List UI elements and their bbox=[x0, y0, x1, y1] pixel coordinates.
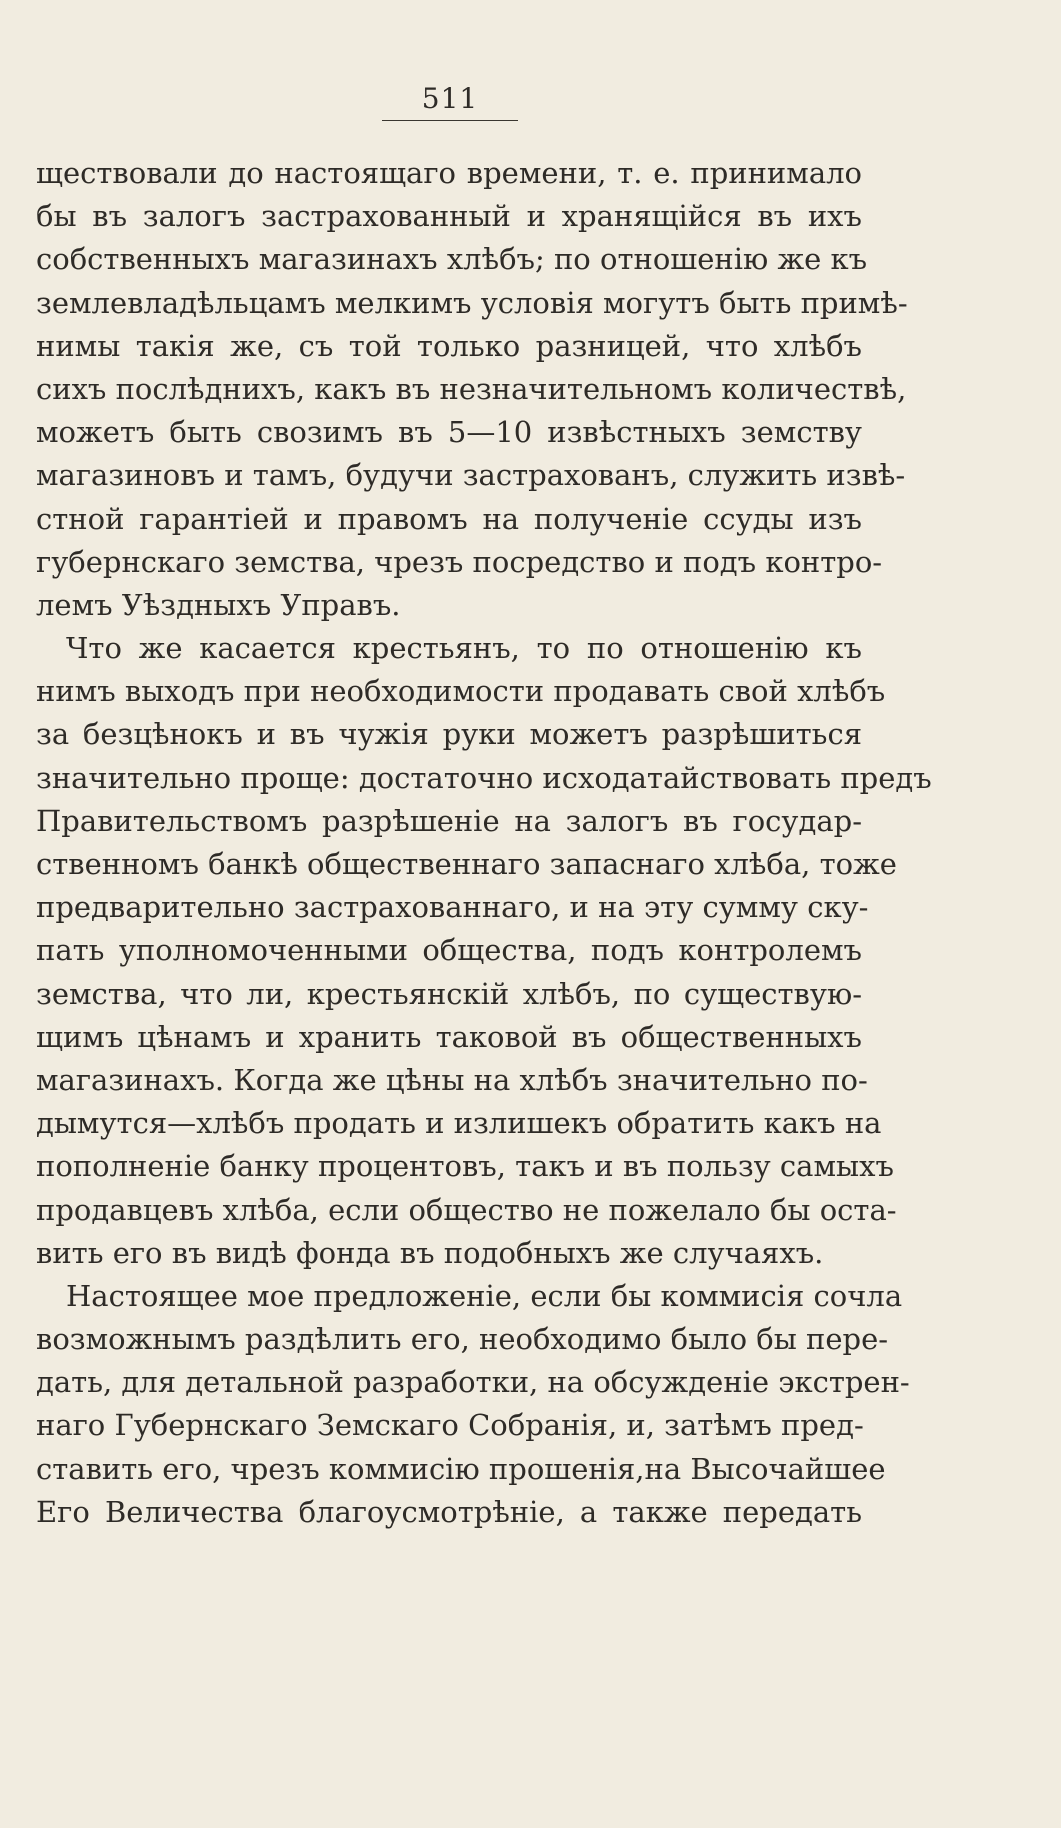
text-line: Настоящее мое предложенiе, если бы коммисiя сочла bbox=[66, 1278, 903, 1313]
text-line: собственныхъ магазинахъ хлѣбъ; по отношенiю же къ bbox=[36, 242, 868, 277]
text-line: землевладѣльцамъ мелкимъ условiя могутъ быть примѣ- bbox=[36, 285, 908, 320]
text-line: ставить его, чрезъ коммисiю прошенiя,на Высочайшее bbox=[36, 1451, 886, 1486]
text-line: сихъ послѣднихъ, какъ въ незначительномъ количествѣ, bbox=[36, 371, 907, 406]
text-line: продавцевъ хлѣба, если общество не пожелало бы оста- bbox=[36, 1192, 897, 1227]
page-number: 511 bbox=[421, 82, 479, 115]
text-line: предварительно застрахованнаго, и на эту сумму ску- bbox=[36, 890, 869, 925]
text-line: земства, что ли, крестьянскiй хлѣбъ, по существую- bbox=[36, 976, 862, 1011]
text-line: ственномъ банкѣ общественнаго запаснаго хлѣба, тоже bbox=[36, 847, 897, 881]
text-line: можетъ быть свозимъ въ 5—10 извѣстныхъ земству bbox=[36, 415, 862, 450]
text-line: Что же касается крестьянъ, то по отношенiю къ bbox=[66, 631, 862, 666]
paragraph-3 bbox=[36, 1275, 910, 1534]
text-line: нимы такiя же, съ той только разницей, что хлѣбъ bbox=[36, 328, 862, 363]
text-line: Его Величества благоусмотрѣнiе, а также передать bbox=[36, 1494, 862, 1529]
text-line: бы въ залогъ застрахованный и хранящiйся въ ихъ bbox=[36, 199, 862, 234]
paragraph-1 bbox=[36, 152, 908, 627]
text-line: нимъ выходъ при необходимости продавать свой хлѣбъ bbox=[36, 674, 886, 709]
text-line: дымутся—хлѣбъ продать и излишекъ обратить какъ на bbox=[36, 1106, 882, 1141]
text-line: магазиновъ и тамъ, будучи застрахованъ, служить извѣ- bbox=[36, 458, 906, 493]
text-line: вить его въ видѣ фонда въ подобныхъ же случаяхъ. bbox=[36, 1235, 824, 1270]
page-number-rule bbox=[382, 120, 518, 121]
text-line: за безцѣнокъ и въ чужiя руки можетъ разрѣшиться bbox=[36, 717, 862, 752]
body-text bbox=[36, 152, 932, 1534]
text-line: лемъ Уѣздныхъ Управъ. bbox=[36, 587, 401, 622]
text-line: губернскаго земства, чрезъ посредство и подъ контро- bbox=[36, 544, 883, 579]
text-line: щимъ цѣнамъ и хранить таковой въ общественныхъ bbox=[36, 1019, 862, 1054]
text-line: стной гарантiей и правомъ на полученiе ссуды изъ bbox=[36, 501, 862, 536]
text-line: магазинахъ. Когда же цѣны на хлѣбъ значительно по- bbox=[36, 1062, 868, 1097]
text-line: Правительствомъ разрѣшенiе на залогъ въ государ- bbox=[36, 803, 862, 838]
text-line: возможнымъ раздѣлить его, необходимо было бы пере- bbox=[36, 1322, 889, 1357]
paragraph-2 bbox=[36, 627, 932, 1275]
text-line: дать, для детальной разработки, на обсужденiе экстрен- bbox=[36, 1365, 910, 1400]
text-line: пать уполномоченными общества, подъ контролемъ bbox=[36, 933, 862, 968]
text-line: ществовали до настоящаго времени, т. е. принимало bbox=[36, 156, 862, 190]
text-line: значительно проще: достаточно исходатайствовать предъ bbox=[36, 760, 932, 795]
text-line: пополненiе банку процентовъ, такъ и въ пользу самыхъ bbox=[36, 1149, 894, 1184]
text-line: наго Губернскаго Земскаго Собранiя, и, затѣмъ пред- bbox=[36, 1408, 864, 1443]
